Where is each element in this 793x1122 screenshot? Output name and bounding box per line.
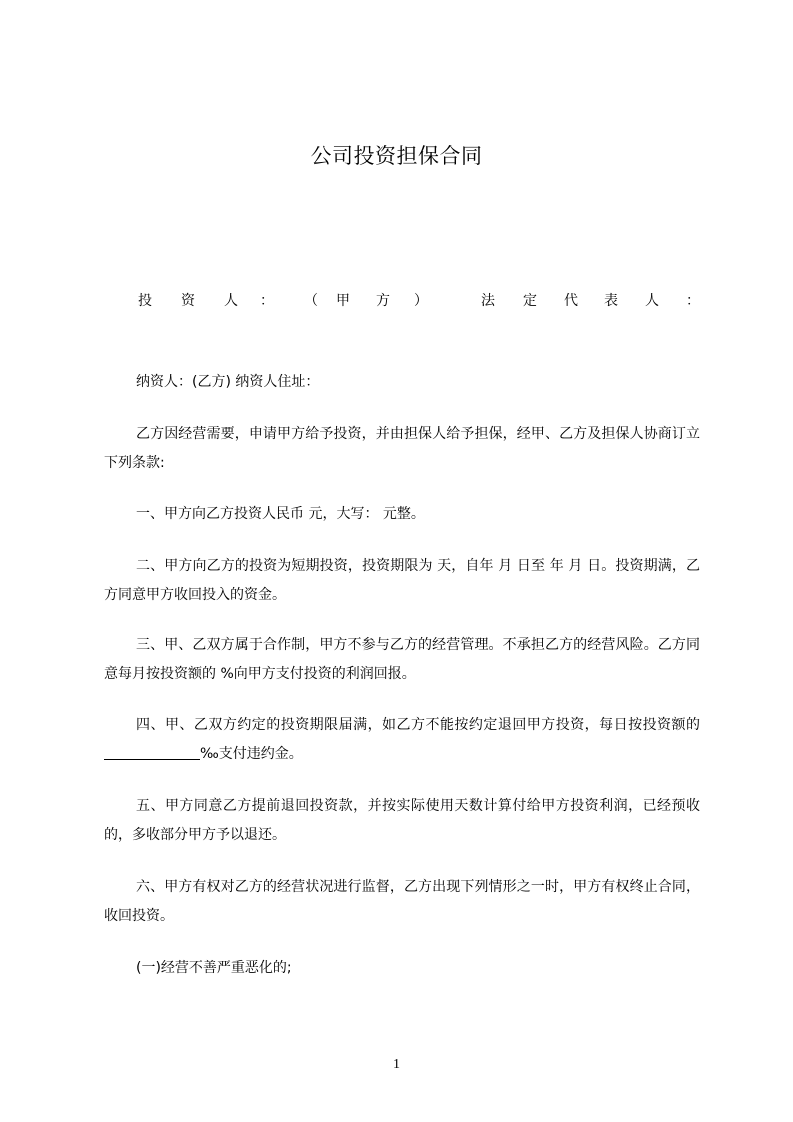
page-number: 1 xyxy=(393,1057,400,1072)
parties-char: 人 xyxy=(645,293,659,309)
parties-char: 人 xyxy=(224,293,238,309)
parties-char: ） xyxy=(414,293,428,309)
preamble: 乙方因经营需要，申请甲方给予投资，并由担保人给予担保，经甲、乙方及担保人协商订立下列条款: xyxy=(104,426,700,471)
clause-6-item-1: (一)经营不善严重恶化的; xyxy=(136,960,292,976)
clause-5: 五、甲方同意乙方提前退回投资款，并按实际使用天数计算付给甲方投资利润，已经预收的，多收部分甲方予以退还。 xyxy=(104,798,700,843)
parties-char: 法 xyxy=(481,293,495,309)
parties-char: 资 xyxy=(181,293,195,309)
clause-3: 三、甲、乙双方属于合作制，甲方不参与乙方的经营管理。不承担乙方的经营风险。乙方同意每月按投资额的 %向甲方支付投资的利润回报。 xyxy=(104,637,700,682)
clause-2: 二、甲方向乙方的投资为短期投资，投资期限为 天，自年 月 日至 年 月 日。投资期满，乙方同意甲方收回投入的资金。 xyxy=(104,558,700,603)
parties-char: 方 xyxy=(376,293,390,309)
party-b-line: 纳资人：(乙方) 纳资人住址： xyxy=(136,374,320,390)
blank-field xyxy=(104,743,200,760)
document-title: 公司投资担保合同 xyxy=(310,144,483,168)
parties-char: 代 xyxy=(564,293,578,309)
parties-char: （ xyxy=(304,293,318,309)
clause-6: 六、甲方有权对乙方的经营状况进行监督，乙方出现下列情形之一时，甲方有权终止合同，收回投资。 xyxy=(104,879,700,924)
parties-char: 定 xyxy=(523,293,537,309)
clause-4-text-after: ‰支付违约金。 xyxy=(200,746,303,762)
parties-row xyxy=(138,290,700,312)
parties-char: 甲 xyxy=(336,293,350,309)
clause-4 xyxy=(104,711,700,769)
parties-char: ： xyxy=(686,293,700,309)
parties-char: ： xyxy=(260,293,274,309)
clause-1: 一、甲方向乙方投资人民币 元，大写： 元整。 xyxy=(136,506,425,522)
parties-char: 投 xyxy=(138,293,152,309)
parties-char: 表 xyxy=(604,293,618,309)
clause-4-text-before: 四、甲、乙双方约定的投资期限届满，如乙方不能按约定退回甲方投资，每日按投资额的 xyxy=(136,717,700,733)
